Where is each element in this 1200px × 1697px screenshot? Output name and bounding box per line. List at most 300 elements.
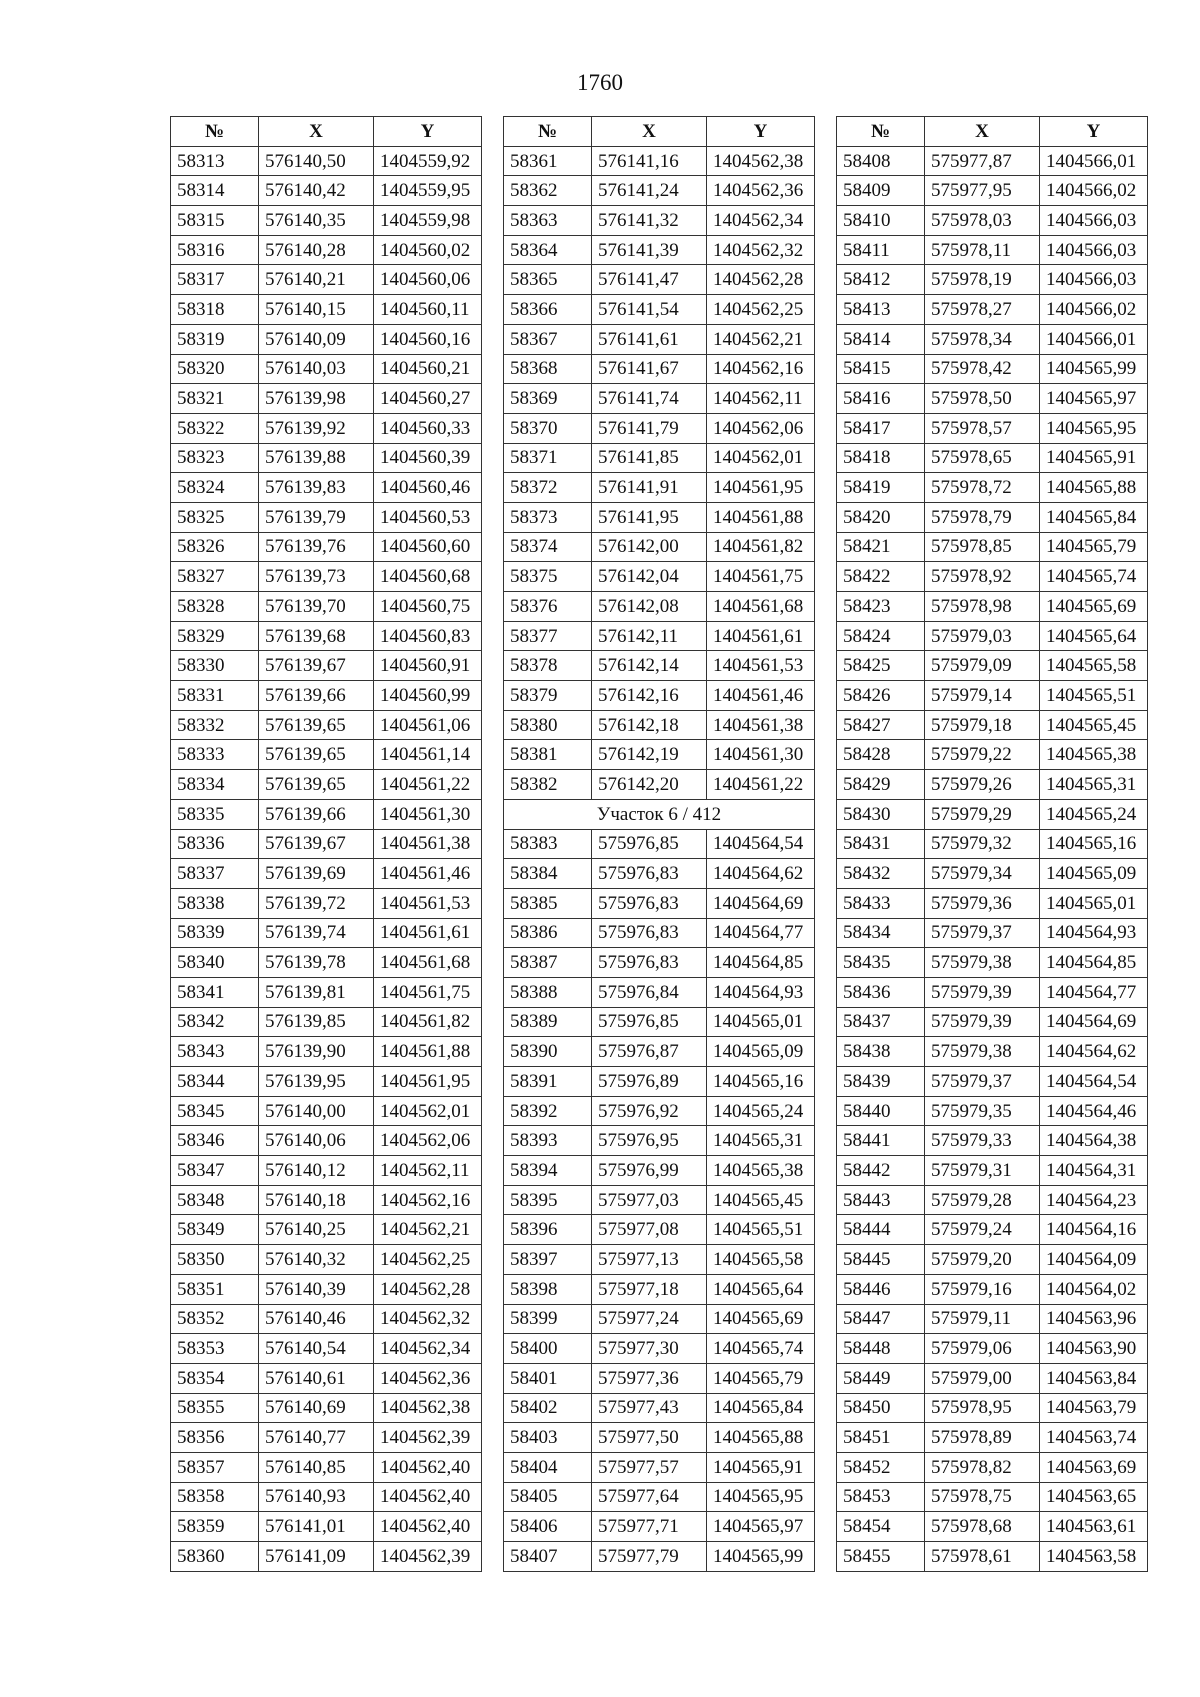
point-number: 58379	[504, 681, 592, 711]
x-coordinate: 576142,11	[592, 621, 707, 651]
point-number: 58389	[504, 1007, 592, 1037]
x-coordinate: 576142,08	[592, 592, 707, 622]
x-coordinate: 576141,91	[592, 473, 707, 503]
y-coordinate: 1404565,24	[1040, 799, 1148, 829]
y-coordinate: 1404560,83	[374, 621, 482, 651]
y-coordinate: 1404566,01	[1040, 324, 1148, 354]
point-number: 58378	[504, 651, 592, 681]
table-row	[171, 1156, 482, 1186]
point-number: 58404	[504, 1452, 592, 1482]
x-coordinate: 576142,04	[592, 562, 707, 592]
table-row	[504, 651, 815, 681]
x-coordinate: 575978,57	[925, 413, 1040, 443]
table-row	[171, 1126, 482, 1156]
y-coordinate: 1404562,28	[374, 1274, 482, 1304]
x-coordinate: 575976,83	[592, 948, 707, 978]
table-row	[504, 1156, 815, 1186]
x-coordinate: 576139,95	[259, 1067, 374, 1097]
table-header-row	[837, 117, 1148, 147]
table-row	[837, 235, 1148, 265]
y-coordinate: 1404565,91	[1040, 443, 1148, 473]
table-row	[837, 1067, 1148, 1097]
point-number: 58360	[171, 1542, 259, 1572]
y-coordinate: 1404565,91	[707, 1452, 815, 1482]
table-row	[171, 1304, 482, 1334]
y-coordinate: 1404560,16	[374, 324, 482, 354]
point-number: 58329	[171, 621, 259, 651]
y-coordinate: 1404560,27	[374, 384, 482, 414]
point-number: 58318	[171, 295, 259, 325]
point-number: 58348	[171, 1185, 259, 1215]
table-row	[837, 413, 1148, 443]
table-row	[171, 918, 482, 948]
point-number: 58406	[504, 1512, 592, 1542]
table-row	[171, 146, 482, 176]
y-coordinate: 1404564,09	[1040, 1245, 1148, 1275]
x-coordinate: 576141,54	[592, 295, 707, 325]
y-coordinate: 1404561,22	[374, 770, 482, 800]
table-row	[837, 740, 1148, 770]
table-row	[504, 1304, 815, 1334]
y-coordinate: 1404565,51	[707, 1215, 815, 1245]
table-row	[171, 651, 482, 681]
table-row	[837, 621, 1148, 651]
table-row	[171, 621, 482, 651]
point-number: 58442	[837, 1156, 925, 1186]
x-coordinate: 575978,50	[925, 384, 1040, 414]
y-coordinate: 1404562,06	[374, 1126, 482, 1156]
y-coordinate: 1404561,75	[374, 977, 482, 1007]
x-coordinate: 576140,50	[259, 146, 374, 176]
x-coordinate: 576140,15	[259, 295, 374, 325]
x-coordinate: 575977,64	[592, 1482, 707, 1512]
point-number: 58445	[837, 1245, 925, 1275]
point-number: 58416	[837, 384, 925, 414]
x-coordinate: 575979,32	[925, 829, 1040, 859]
x-coordinate: 576140,77	[259, 1423, 374, 1453]
x-coordinate: 575979,38	[925, 948, 1040, 978]
x-coordinate: 576139,98	[259, 384, 374, 414]
x-coordinate: 575977,24	[592, 1304, 707, 1334]
x-coordinate: 575977,18	[592, 1274, 707, 1304]
point-number: 58440	[837, 1096, 925, 1126]
table-row	[837, 1007, 1148, 1037]
table-row	[837, 1363, 1148, 1393]
section-label: Участок 6 / 412	[504, 799, 815, 829]
x-coordinate: 575979,09	[925, 651, 1040, 681]
point-number: 58419	[837, 473, 925, 503]
y-coordinate: 1404562,16	[707, 354, 815, 384]
table-row	[504, 710, 815, 740]
y-coordinate: 1404565,16	[1040, 829, 1148, 859]
y-coordinate: 1404564,16	[1040, 1215, 1148, 1245]
y-coordinate: 1404564,23	[1040, 1185, 1148, 1215]
point-number: 58333	[171, 740, 259, 770]
y-coordinate: 1404565,09	[1040, 859, 1148, 889]
y-coordinate: 1404561,95	[707, 473, 815, 503]
y-coordinate: 1404566,02	[1040, 176, 1148, 206]
table-row	[837, 710, 1148, 740]
y-coordinate: 1404560,75	[374, 592, 482, 622]
point-number: 58324	[171, 473, 259, 503]
y-coordinate: 1404565,64	[1040, 621, 1148, 651]
y-coordinate: 1404561,82	[707, 532, 815, 562]
x-coordinate: 575978,27	[925, 295, 1040, 325]
point-number: 58448	[837, 1334, 925, 1364]
y-coordinate: 1404564,62	[1040, 1037, 1148, 1067]
table-row	[837, 354, 1148, 384]
x-coordinate: 575977,03	[592, 1185, 707, 1215]
table-row	[171, 324, 482, 354]
x-coordinate: 576139,85	[259, 1007, 374, 1037]
x-coordinate: 576139,65	[259, 740, 374, 770]
table-row	[837, 1215, 1148, 1245]
y-coordinate: 1404565,79	[1040, 532, 1148, 562]
point-number: 58388	[504, 977, 592, 1007]
point-number: 58343	[171, 1037, 259, 1067]
x-coordinate: 575976,85	[592, 829, 707, 859]
table-row	[504, 532, 815, 562]
point-number: 58354	[171, 1363, 259, 1393]
point-number: 58443	[837, 1185, 925, 1215]
table-row	[504, 384, 815, 414]
y-coordinate: 1404560,60	[374, 532, 482, 562]
y-coordinate: 1404560,21	[374, 354, 482, 384]
header-y: Y	[374, 117, 482, 147]
table-row	[504, 1542, 815, 1572]
x-coordinate: 576140,12	[259, 1156, 374, 1186]
table-row	[504, 888, 815, 918]
x-coordinate: 576139,76	[259, 532, 374, 562]
x-coordinate: 576139,69	[259, 859, 374, 889]
y-coordinate: 1404562,40	[374, 1482, 482, 1512]
y-coordinate: 1404561,61	[707, 621, 815, 651]
x-coordinate: 575977,57	[592, 1452, 707, 1482]
point-number: 58402	[504, 1393, 592, 1423]
y-coordinate: 1404562,34	[707, 206, 815, 236]
table-row	[837, 859, 1148, 889]
x-coordinate: 576142,18	[592, 710, 707, 740]
x-coordinate: 575977,13	[592, 1245, 707, 1275]
y-coordinate: 1404561,61	[374, 918, 482, 948]
x-coordinate: 576140,09	[259, 324, 374, 354]
table-row	[504, 740, 815, 770]
table-row	[171, 473, 482, 503]
table-row	[837, 1245, 1148, 1275]
point-number: 58368	[504, 354, 592, 384]
table-row	[837, 384, 1148, 414]
y-coordinate: 1404561,38	[374, 829, 482, 859]
x-coordinate: 576139,79	[259, 502, 374, 532]
table-row	[171, 799, 482, 829]
point-number: 58409	[837, 176, 925, 206]
y-coordinate: 1404561,95	[374, 1067, 482, 1097]
x-coordinate: 575979,16	[925, 1274, 1040, 1304]
table-row	[504, 859, 815, 889]
table-row	[504, 473, 815, 503]
point-number: 58414	[837, 324, 925, 354]
point-number: 58341	[171, 977, 259, 1007]
x-coordinate: 575978,11	[925, 235, 1040, 265]
y-coordinate: 1404564,02	[1040, 1274, 1148, 1304]
x-coordinate: 575977,08	[592, 1215, 707, 1245]
table-row	[171, 562, 482, 592]
y-coordinate: 1404562,01	[707, 443, 815, 473]
y-coordinate: 1404562,21	[374, 1215, 482, 1245]
table-row	[504, 1512, 815, 1542]
y-coordinate: 1404565,01	[707, 1007, 815, 1037]
x-coordinate: 576141,95	[592, 502, 707, 532]
table-row	[837, 295, 1148, 325]
table-row	[837, 473, 1148, 503]
y-coordinate: 1404565,38	[707, 1156, 815, 1186]
x-coordinate: 576142,14	[592, 651, 707, 681]
point-number: 58347	[171, 1156, 259, 1186]
point-number: 58420	[837, 502, 925, 532]
point-number: 58349	[171, 1215, 259, 1245]
table-row	[171, 1096, 482, 1126]
table-row	[837, 176, 1148, 206]
point-number: 58386	[504, 918, 592, 948]
y-coordinate: 1404560,99	[374, 681, 482, 711]
point-number: 58412	[837, 265, 925, 295]
x-coordinate: 575979,22	[925, 740, 1040, 770]
point-number: 58313	[171, 146, 259, 176]
x-coordinate: 576140,54	[259, 1334, 374, 1364]
x-coordinate: 575976,85	[592, 1007, 707, 1037]
y-coordinate: 1404565,74	[1040, 562, 1148, 592]
table-row	[504, 146, 815, 176]
table-row	[171, 948, 482, 978]
y-coordinate: 1404563,90	[1040, 1334, 1148, 1364]
table-row	[837, 265, 1148, 295]
table-row	[171, 1452, 482, 1482]
point-number: 58433	[837, 888, 925, 918]
point-number: 58432	[837, 859, 925, 889]
table-row	[504, 1067, 815, 1097]
point-number: 58393	[504, 1126, 592, 1156]
y-coordinate: 1404563,79	[1040, 1393, 1148, 1423]
y-coordinate: 1404565,99	[1040, 354, 1148, 384]
table-row	[171, 1274, 482, 1304]
y-coordinate: 1404561,30	[374, 799, 482, 829]
point-number: 58358	[171, 1482, 259, 1512]
x-coordinate: 575979,34	[925, 859, 1040, 889]
y-coordinate: 1404564,54	[707, 829, 815, 859]
point-number: 58362	[504, 176, 592, 206]
y-coordinate: 1404564,77	[707, 918, 815, 948]
table-row	[837, 443, 1148, 473]
table-row	[504, 770, 815, 800]
table-row	[504, 1185, 815, 1215]
x-coordinate: 575979,06	[925, 1334, 1040, 1364]
point-number: 58399	[504, 1304, 592, 1334]
table-row	[171, 1393, 482, 1423]
y-coordinate: 1404562,28	[707, 265, 815, 295]
table-row	[171, 532, 482, 562]
header-number: №	[504, 117, 592, 147]
point-number: 58441	[837, 1126, 925, 1156]
table-row	[837, 1304, 1148, 1334]
table-row	[504, 413, 815, 443]
point-number: 58339	[171, 918, 259, 948]
table-row	[504, 354, 815, 384]
x-coordinate: 576139,74	[259, 918, 374, 948]
point-number: 58331	[171, 681, 259, 711]
x-coordinate: 576141,32	[592, 206, 707, 236]
y-coordinate: 1404562,21	[707, 324, 815, 354]
y-coordinate: 1404564,85	[707, 948, 815, 978]
point-number: 58327	[171, 562, 259, 592]
table-row	[837, 1393, 1148, 1423]
x-coordinate: 575979,00	[925, 1363, 1040, 1393]
point-number: 58397	[504, 1245, 592, 1275]
x-coordinate: 575976,83	[592, 918, 707, 948]
table-row	[171, 413, 482, 443]
point-number: 58451	[837, 1423, 925, 1453]
point-number: 58342	[171, 1007, 259, 1037]
point-number: 58454	[837, 1512, 925, 1542]
point-number: 58410	[837, 206, 925, 236]
point-number: 58371	[504, 443, 592, 473]
y-coordinate: 1404560,46	[374, 473, 482, 503]
y-coordinate: 1404562,39	[374, 1423, 482, 1453]
y-coordinate: 1404560,39	[374, 443, 482, 473]
x-coordinate: 576141,67	[592, 354, 707, 384]
y-coordinate: 1404559,98	[374, 206, 482, 236]
point-number: 58408	[837, 146, 925, 176]
table-row	[837, 592, 1148, 622]
point-number: 58435	[837, 948, 925, 978]
y-coordinate: 1404565,74	[707, 1334, 815, 1364]
y-coordinate: 1404565,95	[707, 1482, 815, 1512]
y-coordinate: 1404564,62	[707, 859, 815, 889]
y-coordinate: 1404565,97	[707, 1512, 815, 1542]
x-coordinate: 576141,47	[592, 265, 707, 295]
y-coordinate: 1404566,01	[1040, 146, 1148, 176]
table-row	[171, 1423, 482, 1453]
x-coordinate: 575979,39	[925, 1007, 1040, 1037]
point-number: 58340	[171, 948, 259, 978]
point-number: 58335	[171, 799, 259, 829]
y-coordinate: 1404562,32	[374, 1304, 482, 1334]
x-coordinate: 576140,06	[259, 1126, 374, 1156]
table-row	[504, 1393, 815, 1423]
x-coordinate: 575979,39	[925, 977, 1040, 1007]
point-number: 58398	[504, 1274, 592, 1304]
x-coordinate: 576139,72	[259, 888, 374, 918]
table-row	[171, 740, 482, 770]
y-coordinate: 1404561,30	[707, 740, 815, 770]
point-number: 58328	[171, 592, 259, 622]
point-number: 58421	[837, 532, 925, 562]
table-row	[171, 295, 482, 325]
y-coordinate: 1404562,40	[374, 1452, 482, 1482]
x-coordinate: 576139,67	[259, 651, 374, 681]
point-number: 58330	[171, 651, 259, 681]
table-row	[171, 1185, 482, 1215]
table-row	[837, 918, 1148, 948]
table-row	[837, 146, 1148, 176]
point-number: 58405	[504, 1482, 592, 1512]
table-row	[837, 1096, 1148, 1126]
x-coordinate: 576140,93	[259, 1482, 374, 1512]
x-coordinate: 575979,38	[925, 1037, 1040, 1067]
point-number: 58336	[171, 829, 259, 859]
table-row	[837, 1334, 1148, 1364]
point-number: 58382	[504, 770, 592, 800]
x-coordinate: 576139,67	[259, 829, 374, 859]
y-coordinate: 1404564,54	[1040, 1067, 1148, 1097]
point-number: 58439	[837, 1067, 925, 1097]
y-coordinate: 1404565,64	[707, 1274, 815, 1304]
table-row	[504, 235, 815, 265]
point-number: 58369	[504, 384, 592, 414]
y-coordinate: 1404565,84	[707, 1393, 815, 1423]
point-number: 58364	[504, 235, 592, 265]
section-row	[504, 799, 815, 829]
table-row	[837, 206, 1148, 236]
x-coordinate: 575978,34	[925, 324, 1040, 354]
x-coordinate: 576140,46	[259, 1304, 374, 1334]
point-number: 58422	[837, 562, 925, 592]
point-number: 58385	[504, 888, 592, 918]
x-coordinate: 575979,24	[925, 1215, 1040, 1245]
y-coordinate: 1404565,88	[707, 1423, 815, 1453]
x-coordinate: 575979,18	[925, 710, 1040, 740]
y-coordinate: 1404561,68	[707, 592, 815, 622]
x-coordinate: 576142,19	[592, 740, 707, 770]
table-row	[837, 1274, 1148, 1304]
y-coordinate: 1404565,58	[707, 1245, 815, 1275]
point-number: 58346	[171, 1126, 259, 1156]
y-coordinate: 1404565,69	[707, 1304, 815, 1334]
x-coordinate: 576141,79	[592, 413, 707, 443]
table-row	[171, 1245, 482, 1275]
y-coordinate: 1404562,11	[374, 1156, 482, 1186]
table-row	[171, 1482, 482, 1512]
x-coordinate: 575978,19	[925, 265, 1040, 295]
point-number: 58436	[837, 977, 925, 1007]
point-number: 58430	[837, 799, 925, 829]
table-header-row	[171, 117, 482, 147]
x-coordinate: 576139,66	[259, 799, 374, 829]
x-coordinate: 575979,37	[925, 1067, 1040, 1097]
point-number: 58447	[837, 1304, 925, 1334]
table-row	[504, 502, 815, 532]
x-coordinate: 576140,35	[259, 206, 374, 236]
point-number: 58332	[171, 710, 259, 740]
point-number: 58396	[504, 1215, 592, 1245]
point-number: 58424	[837, 621, 925, 651]
x-coordinate: 575977,50	[592, 1423, 707, 1453]
table-row	[504, 1215, 815, 1245]
x-coordinate: 575978,75	[925, 1482, 1040, 1512]
table-row	[504, 1274, 815, 1304]
point-number: 58394	[504, 1156, 592, 1186]
x-coordinate: 575976,84	[592, 977, 707, 1007]
point-number: 58428	[837, 740, 925, 770]
y-coordinate: 1404559,92	[374, 146, 482, 176]
y-coordinate: 1404561,22	[707, 770, 815, 800]
x-coordinate: 575976,95	[592, 1126, 707, 1156]
y-coordinate: 1404561,88	[374, 1037, 482, 1067]
x-coordinate: 576139,92	[259, 413, 374, 443]
y-coordinate: 1404562,38	[374, 1393, 482, 1423]
table-row	[504, 977, 815, 1007]
y-coordinate: 1404561,53	[707, 651, 815, 681]
x-coordinate: 575978,72	[925, 473, 1040, 503]
